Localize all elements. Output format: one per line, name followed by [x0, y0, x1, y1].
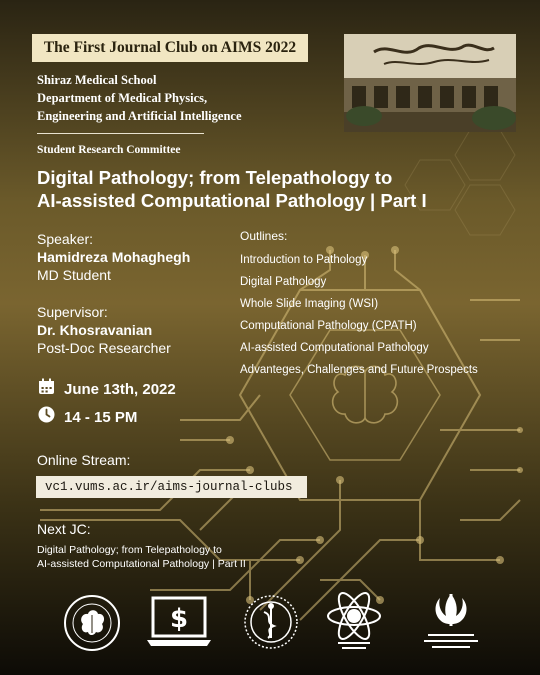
outlines-label: Outlines:	[240, 229, 288, 243]
stream-url-link[interactable]: vc1.vums.ac.ir/aims-journal-clubs	[36, 476, 307, 498]
talk-title	[37, 166, 517, 212]
supervisor-name: Dr. Khosravanian	[37, 322, 153, 338]
online-stream-label: Online Stream:	[37, 452, 131, 468]
outlines	[240, 228, 478, 384]
journal-club-badge: The First Journal Club on AIMS 2022	[32, 34, 308, 62]
school-building-photo	[344, 34, 516, 132]
department-line-1: Department of Medical Physics,	[37, 91, 208, 105]
speaker-name: Hamidreza Mohaghegh	[37, 249, 191, 265]
svg-text:$: $	[169, 604, 189, 634]
next-jc-line-1: Digital Pathology; from Telepathology to	[37, 544, 222, 556]
school-info	[37, 71, 317, 125]
outline-item: AI-assisted Computational Pathology	[240, 342, 429, 354]
next-jc-title	[37, 543, 246, 571]
supervisor-role: Post-Doc Researcher	[37, 340, 171, 356]
school-name: Shiraz Medical School	[37, 73, 157, 87]
next-jc-label: Next JC:	[37, 521, 91, 537]
speaker-role: MD Student	[37, 267, 111, 283]
calendar-icon	[38, 378, 55, 400]
brain-logo	[63, 594, 121, 657]
divider	[37, 133, 204, 134]
event-date: June 13th, 2022	[64, 380, 176, 398]
outline-item: Advanteges, Challenges and Future Prospects	[240, 364, 478, 376]
next-jc-line-2: AI-assisted Computational Pathology | Part II	[37, 558, 246, 570]
talk-title-line-1: Digital Pathology; from Telepathology to	[37, 167, 393, 188]
outline-item: Digital Pathology	[240, 276, 327, 288]
supervisor-label: Supervisor:	[37, 304, 108, 320]
outline-item: Introduction to Pathology	[240, 254, 368, 266]
talk-title-line-2: AI-assisted Computational Pathology | Part I	[37, 190, 427, 211]
outline-item: Whole Slide Imaging (WSI)	[240, 298, 379, 310]
clock-icon	[38, 406, 55, 428]
atom-logo	[324, 588, 384, 657]
department-line-2: Engineering and Artificial Intelligence	[37, 109, 242, 123]
university-emblem-logo	[242, 592, 300, 659]
laptop-dollar-logo	[145, 596, 213, 655]
speaker-label: Speaker:	[37, 231, 94, 247]
date-row	[38, 378, 176, 400]
event-time: 14 - 15 PM	[64, 408, 138, 426]
outline-item: Computational Pathology (CPATH)	[240, 320, 417, 332]
committee-name: Student Research Committee	[37, 144, 181, 156]
iran-ministry-logo	[418, 590, 484, 657]
time-row	[38, 406, 137, 428]
